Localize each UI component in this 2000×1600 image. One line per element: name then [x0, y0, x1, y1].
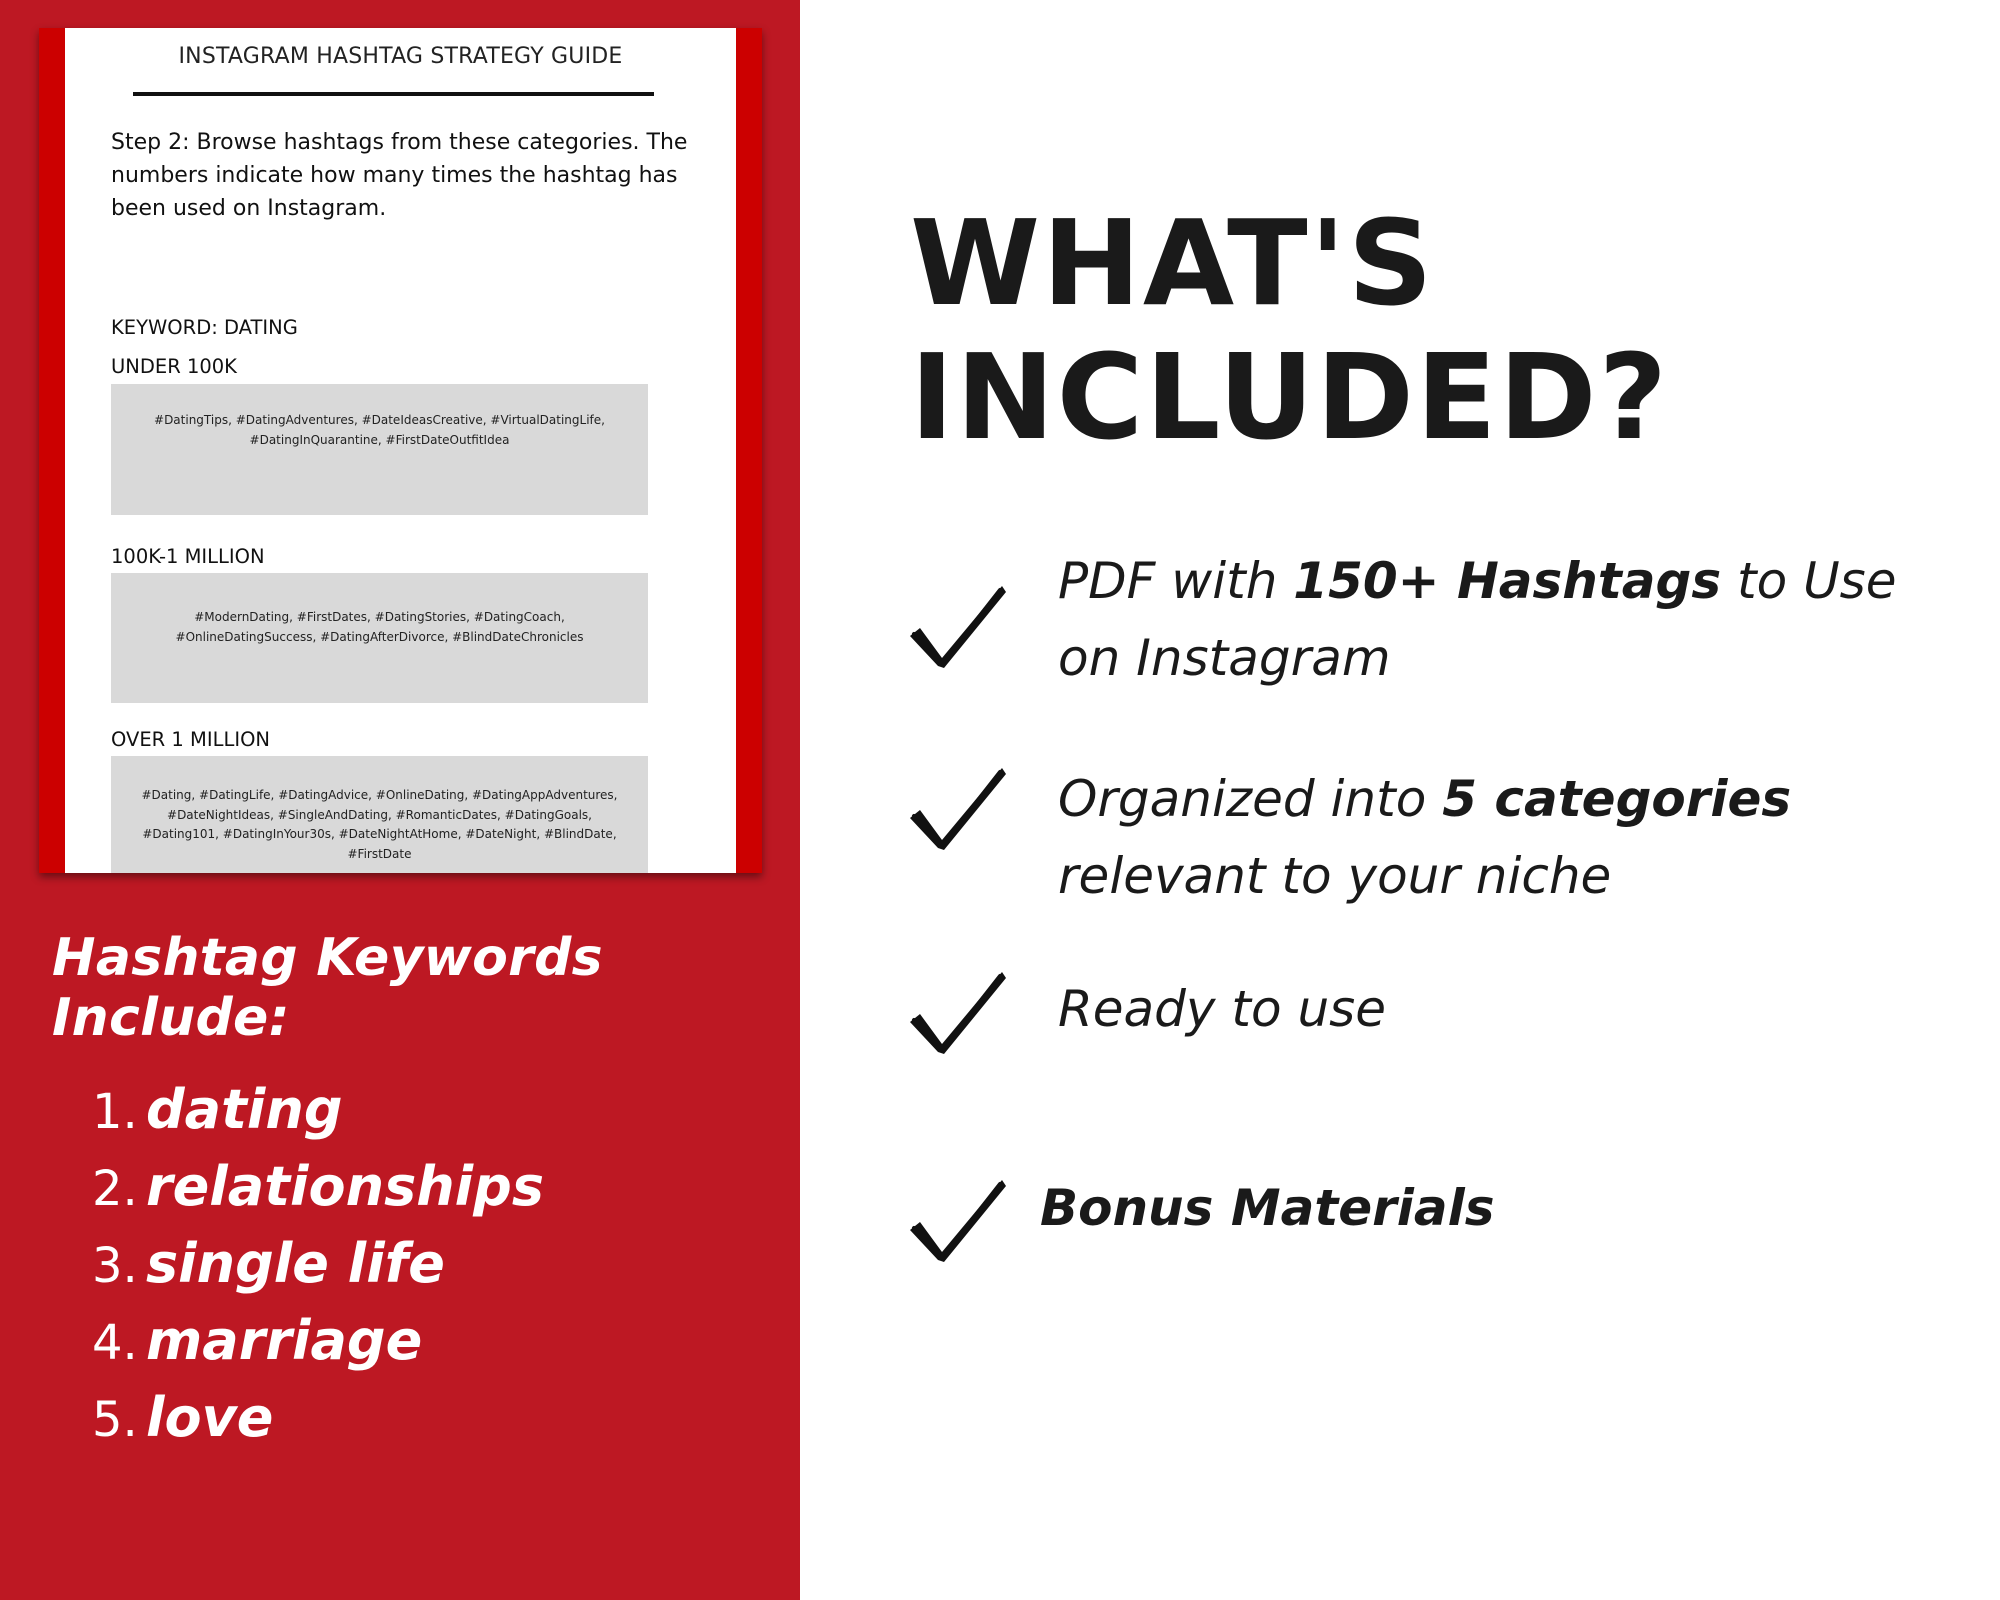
- list-item: [92, 1386, 544, 1463]
- checkmark-icon: [906, 578, 1010, 670]
- list-item: [92, 1309, 544, 1386]
- feature-highlight: 150+ Hashtags: [1293, 552, 1722, 610]
- list-number: 5.: [92, 1392, 138, 1448]
- tier-label-under-100k: UNDER 100K: [111, 355, 237, 378]
- feature-highlight: Bonus Materials: [1040, 1179, 1495, 1237]
- document-preview: [39, 28, 762, 873]
- feature-pdf-hashtags: [1058, 543, 1978, 697]
- feature-text: on Instagram: [1058, 629, 1391, 687]
- whats-included-heading: [910, 196, 1970, 464]
- feature-bonus-materials: [1040, 1170, 1960, 1247]
- list-number: 2.: [92, 1161, 138, 1217]
- feature-text: PDF with: [1058, 552, 1294, 610]
- list-number: 1.: [92, 1084, 138, 1140]
- list-number: 3.: [92, 1238, 138, 1294]
- feature-ready-to-use: [1058, 971, 1978, 1048]
- tier-label-over-1m: OVER 1 MILLION: [111, 728, 271, 751]
- list-item: [92, 1232, 544, 1309]
- keyword-text: marriage: [146, 1309, 423, 1372]
- feature-text: Ready to use: [1058, 980, 1386, 1038]
- feature-categories: [1058, 761, 1978, 915]
- doc-keyword-label: KEYWORD: DATING: [111, 316, 298, 339]
- tier-label-100k-1m: 100K-1 MILLION: [111, 545, 265, 568]
- keyword-text: love: [146, 1386, 274, 1449]
- keyword-text: single life: [146, 1232, 445, 1295]
- hashtag-box-100k-1m: #ModernDating, #FirstDates, #DatingStories, #DatingCoach, #OnlineDatingSuccess, #DatingAfterDivorce, #BlindDateChronicles: [111, 573, 648, 703]
- checkmark-icon: [906, 760, 1010, 852]
- doc-divider: [133, 92, 654, 96]
- hashtag-box-over-1m: #Dating, #DatingLife, #DatingAdvice, #OnlineDating, #DatingAppAdventures, #DateNightIdeas, #SingleAndDating, #RomanticDates, #DatingGoals, #Dating101, #DatingInYour30s, #DateNightAtHome, #DateNight, #BlindDate, #FirstDate: [111, 756, 648, 873]
- feature-highlight: 5 categories: [1442, 770, 1792, 828]
- keyword-text: relationships: [146, 1155, 544, 1218]
- feature-text: relevant to your niche: [1058, 847, 1612, 905]
- feature-text: Organized into: [1058, 770, 1443, 828]
- heading-line-2: INCLUDED?: [910, 328, 1670, 466]
- keyword-text: dating: [146, 1078, 343, 1141]
- left-panel: [0, 0, 800, 1600]
- doc-title: INSTAGRAM HASHTAG STRATEGY GUIDE: [178, 44, 623, 69]
- keyword-list: [92, 1078, 544, 1463]
- list-number: 4.: [92, 1315, 138, 1371]
- hashtag-box-under-100k: #DatingTips, #DatingAdventures, #DateIdeasCreative, #VirtualDatingLife, #DatingInQuarantine, #FirstDateOutfitIdea: [111, 384, 648, 515]
- list-item: [92, 1155, 544, 1232]
- keywords-heading: Hashtag Keywords Include:: [52, 928, 603, 1048]
- doc-step-text: Step 2: Browse hashtags from these categories. The numbers indicate how many times the hashtag has been used on Instagram.: [111, 130, 688, 221]
- feature-text: to Use: [1721, 552, 1897, 610]
- heading-line-1: WHAT'S: [910, 194, 1435, 332]
- checkmark-icon: [906, 964, 1010, 1056]
- list-item: [92, 1078, 544, 1155]
- checkmark-icon: [906, 1172, 1010, 1264]
